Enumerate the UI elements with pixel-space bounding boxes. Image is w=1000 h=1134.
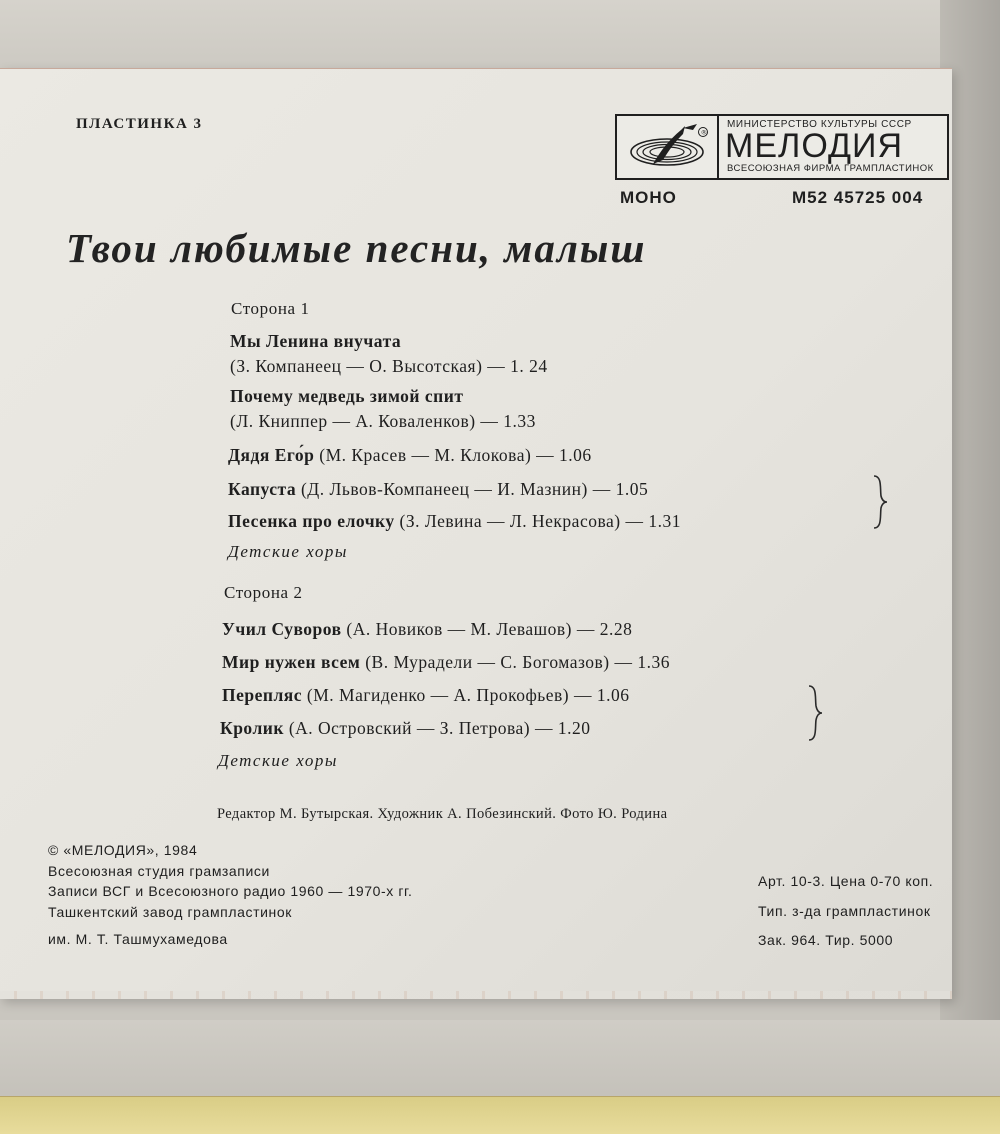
side-1-performers: Детские хоры xyxy=(228,542,348,561)
record-number: ПЛАСТИНКА 3 xyxy=(76,116,203,132)
catalog-number: М52 45725 004 xyxy=(792,188,924,207)
melodiya-emblem-icon xyxy=(623,120,715,174)
side-2-heading: Сторона 2 xyxy=(224,583,303,602)
printer-line: Тип. з-да грампластинок xyxy=(758,903,931,919)
price-line: Арт. 10-3. Цена 0-70 коп. xyxy=(758,873,934,889)
track-credits: (Л. Книппер — А. Коваленков) — 1.33 xyxy=(230,411,536,431)
track-title: Почему медведь зимой спит xyxy=(230,386,464,406)
footer-left-line: Всесоюзная студия грамзаписи xyxy=(48,863,270,879)
svg-text:®: ® xyxy=(700,128,708,137)
logo-divider xyxy=(717,116,719,178)
footer-left-line: Записи ВСГ и Всесоюзного радио 1960 — 1970-х гг. xyxy=(48,883,413,899)
track-entry: Мир нужен всем (В. Мурадели — С. Богомазов) — 1.36 xyxy=(222,652,670,672)
album-title: Твои любимые песни, малыш xyxy=(66,225,647,271)
track-entry: Учил Суворов (А. Новиков — М. Левашов) — 2.28 xyxy=(222,619,633,639)
footer-left-line: Ташкентский завод грампластинок xyxy=(48,904,292,920)
track-entry: Песенка про елочку (З. Левина — Л. Некрасова) — 1.31 xyxy=(228,511,681,531)
staff-credits: Редактор М. Бутырская. Художник А. Побезинский. Фото Ю. Родина xyxy=(217,806,668,822)
curly-brace-icon xyxy=(805,684,825,742)
format-label: МОНО xyxy=(620,188,677,207)
melodiya-logo xyxy=(615,114,949,180)
track-credits: (З. Компанеец — О. Высотская) — 1. 24 xyxy=(230,356,548,376)
backdrop-yellow-strip xyxy=(0,1096,1000,1134)
curly-brace-icon xyxy=(870,474,890,530)
logo-ministry-line: МИНИСТЕРСТВО КУЛЬТУРЫ СССР xyxy=(727,119,912,130)
track-entry: Кролик (А. Островский — З. Петрова) — 1.20 xyxy=(220,718,591,738)
track-entry: Дядя Его́р (М. Красев — М. Клокова) — 1.06 xyxy=(228,445,592,465)
track-title: Мы Ленина внучата xyxy=(230,331,402,351)
copyright-line: © «МЕЛОДИЯ», 1984 xyxy=(48,842,198,858)
track-entry: Капуста (Д. Львов-Компанеец — И. Мазнин) — 1.05 xyxy=(228,479,649,499)
footer-left-line: им. М. Т. Ташмухамедова xyxy=(48,931,228,947)
track-entry: Перепляс (М. Магиденко — А. Прокофьев) — 1.06 xyxy=(222,685,630,705)
order-line: Зак. 964. Тир. 5000 xyxy=(758,932,894,948)
side-2-performers: Детские хоры xyxy=(218,751,338,770)
logo-company-line: ВСЕСОЮЗНАЯ ФИРМА ГРАМПЛАСТИНОК xyxy=(727,163,934,174)
logo-brand-name: МЕЛОДИЯ xyxy=(725,127,904,165)
side-1-heading: Сторона 1 xyxy=(231,299,310,318)
